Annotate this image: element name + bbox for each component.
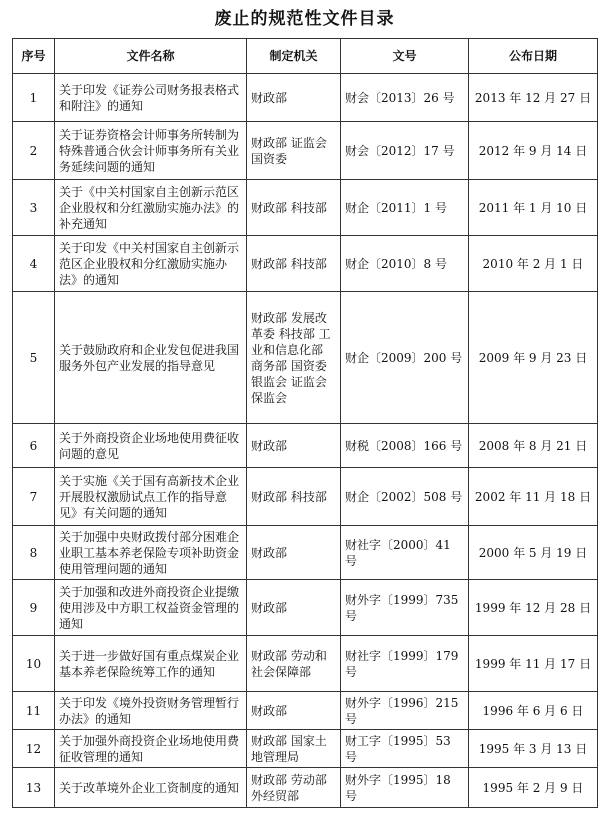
repealed-documents-table [12,38,598,808]
row-document-number: 财税〔2008〕166 号 [341,424,469,468]
row-number: 3 [13,180,55,236]
table-row [13,692,598,730]
row-document-number: 财外字〔1995〕18 号 [341,768,469,808]
row-number: 6 [13,424,55,468]
header-publish-date: 公布日期 [469,39,598,74]
row-issuing-authority: 财政部 发展改革委 科技部 工业和信息化部 商务部 国资委 银监会 证监会 保监会 [247,292,341,424]
row-publish-date: 1995 年 3 月 13 日 [469,730,598,768]
table-row [13,424,598,468]
row-document-name: 关于实施《关于国有高新技术企业开展股权激励试点工作的指导意见》有关问题的通知 [55,468,247,526]
row-publish-date: 1999 年 11 月 17 日 [469,636,598,692]
row-issuing-authority: 财政部 [247,526,341,580]
table-row [13,580,598,636]
header-issuing-authority: 制定机关 [247,39,341,74]
row-document-name: 关于印发《中关村国家自主创新示范区企业股权和分红激励实施办法》的通知 [55,236,247,292]
row-document-name: 关于加强和改进外商投资企业提缴使用涉及中方职工权益资金管理的通知 [55,580,247,636]
row-issuing-authority: 财政部 [247,580,341,636]
header-document-name: 文件名称 [55,39,247,74]
row-publish-date: 1996 年 6 月 6 日 [469,692,598,730]
table-row [13,292,598,424]
row-document-number: 财工字〔1995〕53 号 [341,730,469,768]
row-issuing-authority: 财政部 科技部 [247,236,341,292]
row-publish-date: 2008 年 8 月 21 日 [469,424,598,468]
row-publish-date: 2009 年 9 月 23 日 [469,292,598,424]
table-row [13,180,598,236]
header-document-number: 文号 [341,39,469,74]
table-row [13,122,598,180]
table-row [13,236,598,292]
row-document-number: 财社字〔1999〕179 号 [341,636,469,692]
row-document-name: 关于印发《境外投资财务管理暂行办法》的通知 [55,692,247,730]
row-document-number: 财外字〔1996〕215 号 [341,692,469,730]
row-document-number: 财企〔2010〕8 号 [341,236,469,292]
table-row [13,768,598,808]
row-document-name: 关于印发《证券公司财务报表格式和附注》的通知 [55,74,247,122]
row-number: 11 [13,692,55,730]
row-document-name: 关于鼓励政府和企业发包促进我国服务外包产业发展的指导意见 [55,292,247,424]
row-document-number: 财外字〔1999〕735 号 [341,580,469,636]
row-publish-date: 2000 年 5 月 19 日 [469,526,598,580]
header-number: 序号 [13,39,55,74]
table-header-row [13,39,598,74]
row-issuing-authority: 财政部 劳动部 外经贸部 [247,768,341,808]
row-document-number: 财企〔2002〕508 号 [341,468,469,526]
row-issuing-authority: 财政部 证监会 国资委 [247,122,341,180]
table-row [13,526,598,580]
row-number: 12 [13,730,55,768]
row-publish-date: 2012 年 9 月 14 日 [469,122,598,180]
row-number: 8 [13,526,55,580]
row-document-number: 财会〔2013〕26 号 [341,74,469,122]
row-issuing-authority: 财政部 国家土地管理局 [247,730,341,768]
row-issuing-authority: 财政部 科技部 [247,468,341,526]
row-issuing-authority: 财政部 [247,74,341,122]
row-document-name: 关于加强外商投资企业场地使用费征收管理的通知 [55,730,247,768]
row-number: 9 [13,580,55,636]
row-document-name: 关于加强中央财政拨付部分困难企业职工基本养老保险专项补助资金使用管理问题的通知 [55,526,247,580]
row-issuing-authority: 财政部 [247,692,341,730]
row-publish-date: 1999 年 12 月 28 日 [469,580,598,636]
row-document-name: 关于改革境外企业工资制度的通知 [55,768,247,808]
row-publish-date: 1995 年 2 月 9 日 [469,768,598,808]
row-number: 7 [13,468,55,526]
row-number: 10 [13,636,55,692]
table-row [13,730,598,768]
row-publish-date: 2010 年 2 月 1 日 [469,236,598,292]
row-number: 5 [13,292,55,424]
row-number: 2 [13,122,55,180]
row-issuing-authority: 财政部 [247,424,341,468]
row-number: 13 [13,768,55,808]
row-document-number: 财社字〔2000〕41 号 [341,526,469,580]
row-publish-date: 2013 年 12 月 27 日 [469,74,598,122]
row-document-name: 关于外商投资企业场地使用费征收问题的意见 [55,424,247,468]
row-issuing-authority: 财政部 科技部 [247,180,341,236]
table-row [13,74,598,122]
table-row [13,636,598,692]
row-document-number: 财企〔2009〕200 号 [341,292,469,424]
row-publish-date: 2011 年 1 月 10 日 [469,180,598,236]
row-number: 4 [13,236,55,292]
row-document-number: 财会〔2012〕17 号 [341,122,469,180]
row-issuing-authority: 财政部 劳动和社会保障部 [247,636,341,692]
row-document-name: 关于《中关村国家自主创新示范区企业股权和分红激励实施办法》的补充通知 [55,180,247,236]
row-number: 1 [13,74,55,122]
row-document-name: 关于进一步做好国有重点煤炭企业基本养老保险统筹工作的通知 [55,636,247,692]
row-document-name: 关于证券资格会计师事务所转制为特殊普通合伙会计师事务所有关业务延续问题的通知 [55,122,247,180]
table-row [13,468,598,526]
row-publish-date: 2002 年 11 月 18 日 [469,468,598,526]
page-title: 废止的规范性文件目录 [214,9,395,29]
row-document-number: 财企〔2011〕1 号 [341,180,469,236]
